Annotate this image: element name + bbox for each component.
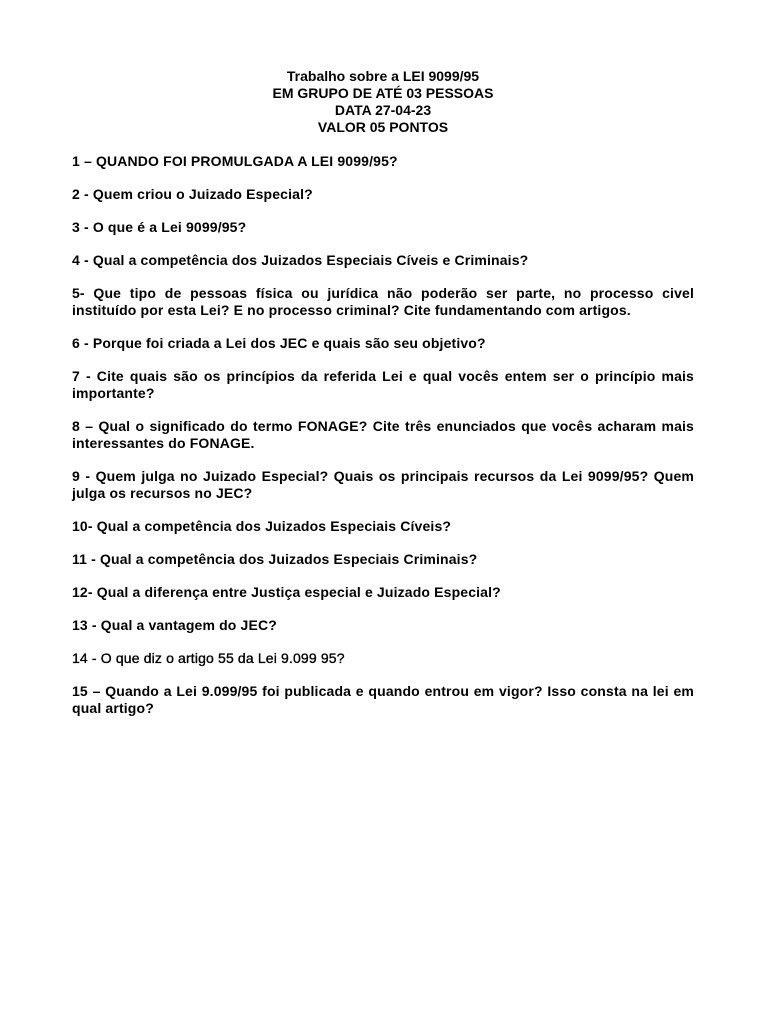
question-12: 12- Qual a diferença entre Justiça especial e Juizado Especial? xyxy=(72,584,501,600)
document-header xyxy=(72,68,694,136)
question-14: 14 - O que diz o artigo 55 da Lei 9.099 95? xyxy=(72,650,345,666)
question-7: 7 - Cite quais são os princípios da referida Lei e qual vocês entem ser o princípio mais importante? xyxy=(72,368,694,401)
question-list xyxy=(72,153,694,717)
question-5: 5- Que tipo de pessoas física ou jurídica não poderão ser parte, no processo civel instituído por esta Lei? E no processo criminal? Cite fundamentando com artigos. xyxy=(72,285,694,318)
question-6: 6 - Porque foi criada a Lei dos JEC e quais são seu objetivo? xyxy=(72,335,486,351)
date-line: DATA 27-04-23 xyxy=(334,102,432,118)
question-10: 10- Qual a competência dos Juizados Especiais Cíveis? xyxy=(72,518,452,534)
question-15: 15 – Quando a Lei 9.099/95 foi publicada e quando entrou em vigor? Isso consta na lei em qual artigo? xyxy=(72,683,694,716)
question-9: 9 - Quem julga no Juizado Especial? Quais os principais recursos da Lei 9099/95? Quem julga os recursos no JEC? xyxy=(72,468,694,501)
group-size-line: EM GRUPO DE ATÉ 03 PESSOAS xyxy=(272,85,494,101)
question-2: 2 - Quem criou o Juizado Especial? xyxy=(72,186,313,202)
question-8: 8 – Qual o significado do termo FONAGE? Cite três enunciados que vocês acharam mais interessantes do FONAGE. xyxy=(72,418,694,451)
document-title: Trabalho sobre a LEI 9099/95 xyxy=(286,68,480,84)
question-11: 11 - Qual a competência dos Juizados Especiais Criminais? xyxy=(72,551,478,567)
question-1: 1 – QUANDO FOI PROMULGADA A LEI 9099/95? xyxy=(72,153,398,169)
points-value-line: VALOR 05 PONTOS xyxy=(317,119,449,135)
question-4: 4 - Qual a competência dos Juizados Especiais Cíveis e Criminais? xyxy=(72,252,529,268)
question-3: 3 - O que é a Lei 9099/95? xyxy=(72,219,247,235)
question-13: 13 - Qual a vantagem do JEC? xyxy=(72,617,277,633)
